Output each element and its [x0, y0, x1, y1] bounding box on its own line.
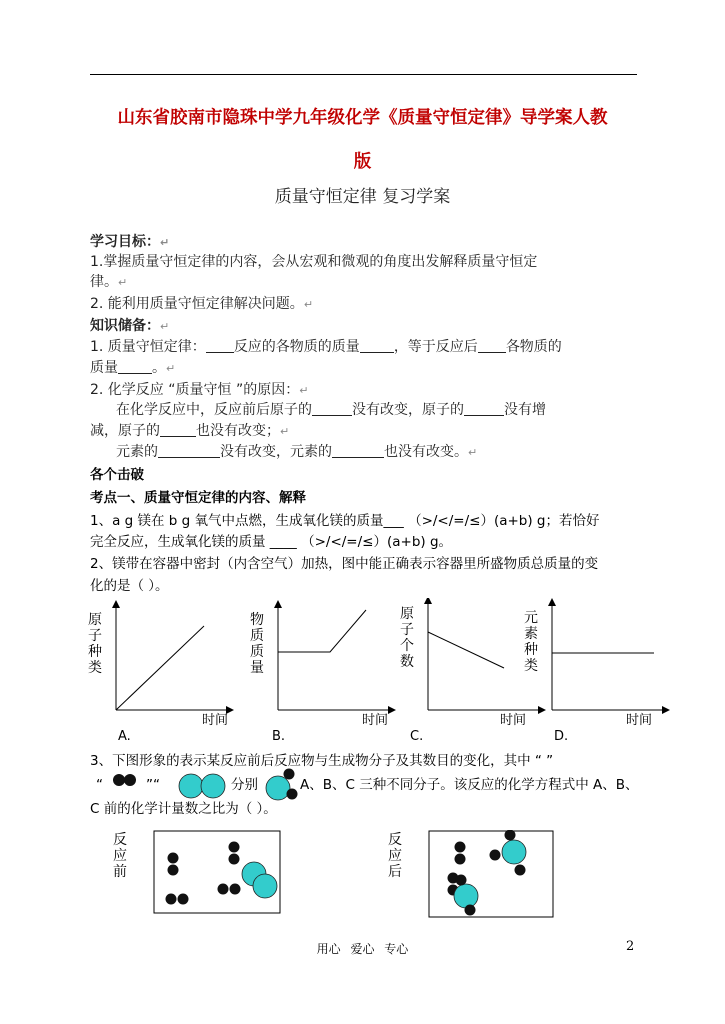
before-box	[153, 830, 281, 914]
knowledge-q2-line3: 元素的 没有改变，元素的 也没有改变。↵	[116, 444, 478, 460]
graph-b-line	[278, 610, 366, 652]
graph-a-line	[116, 626, 204, 710]
knowledge-q2-line1: 在化学反应中，反应前后原子的 没有改变，原子的 没有增	[116, 402, 546, 418]
question-2-line2: 化的是（ ）。	[90, 578, 169, 594]
knowledge-q2-line2: 减，原子的 也没有改变；↵	[90, 423, 290, 439]
question-3-line3: C 前的化学计量数之比为（ ）。	[90, 801, 277, 817]
knowledge-heading: 知识储备：↵	[90, 318, 170, 334]
scan-subtitle: 质量守恒定律 复习学案	[274, 187, 451, 207]
after-label: 反 应 后	[388, 832, 402, 880]
point-1-heading: 考点一、质量守恒定律的内容、解释	[90, 490, 306, 506]
section-heading: 各个击破	[90, 467, 144, 483]
document-title-line2: 版	[353, 152, 372, 172]
knowledge-q1-cont: 质量 。↵	[90, 360, 176, 376]
objective-2: 2. 能利用质量守恒定律解决问题。↵	[90, 296, 314, 312]
graph-b-option: B.	[272, 729, 286, 744]
question-2-line1: 2、镁带在容器中密封（内含空气）加热，图中能正确表示容器里所盛物质总质量的变	[90, 556, 599, 572]
question-1-line1: 1、a g 镁在 b g 氧气中点燃，生成氧化镁的质量___ （>/</=/≤）(a+b) g；若恰好	[90, 513, 600, 529]
after-box	[428, 830, 554, 918]
objectives-heading: 学习目标：↵	[90, 234, 170, 250]
graph-b-xlabel: 时间	[362, 713, 389, 728]
graph-d	[524, 602, 666, 744]
graph-d-xlabel: 时间	[626, 713, 653, 728]
graph-b	[250, 604, 392, 744]
question-3-open-quote: “	[96, 777, 103, 793]
question-3-line1: 3、下图形象的表示某反应前后反应物与生成物分子及其数目的变化，其中 “ ”	[90, 753, 554, 769]
page-number: 2	[626, 939, 635, 954]
graph-a	[88, 604, 230, 744]
objective-1: 1.掌握质量守恒定律的内容，会从宏观和微观的角度出发解释质量守恒定	[90, 254, 538, 270]
graph-c	[400, 600, 542, 744]
graph-c-xlabel: 时间	[500, 713, 527, 728]
graph-c-option: C.	[410, 729, 424, 744]
question-3-line2-rest: A、B、C 三种不同分子。该反应的化学方程式中 A、B、	[300, 777, 639, 793]
graph-b-ylabel: 物质质量	[250, 612, 264, 676]
graph-a-ylabel: 原子种类	[88, 612, 102, 676]
footer-motto: 用心 爱心 专心	[316, 942, 409, 956]
graph-c-line	[428, 632, 504, 668]
header-rule	[90, 74, 637, 75]
knowledge-q2: 2. 化学反应 “质量守恒 ”的原因：↵	[90, 382, 309, 398]
molecule-a-icon	[110, 770, 140, 790]
graph-a-xlabel: 时间	[202, 713, 229, 728]
before-label: 反 应 前	[113, 832, 127, 880]
graph-d-option: D.	[554, 729, 569, 744]
graph-c-ylabel: 原子个数	[400, 606, 414, 670]
document-title-line1: 山东省胶南市隐珠中学九年级化学《质量守恒定律》导学案人教	[117, 108, 608, 128]
graph-a-option: A.	[118, 729, 131, 744]
question-3-respectively: 分别	[231, 777, 258, 793]
question-3-mid-quote: ”“	[146, 777, 160, 793]
knowledge-q1: 1. 质量守恒定律： 反应的各物质的质量 ，等于反应后 各物质的	[90, 339, 562, 355]
question-1-line2: 完全反应，生成氧化镁的质量 ____ （>/</=/≤）(a+b) g。	[90, 534, 453, 550]
graphs-figure	[80, 598, 680, 748]
graph-d-ylabel: 元素种类	[524, 610, 538, 674]
objective-1-cont: 律。↵	[90, 274, 128, 290]
